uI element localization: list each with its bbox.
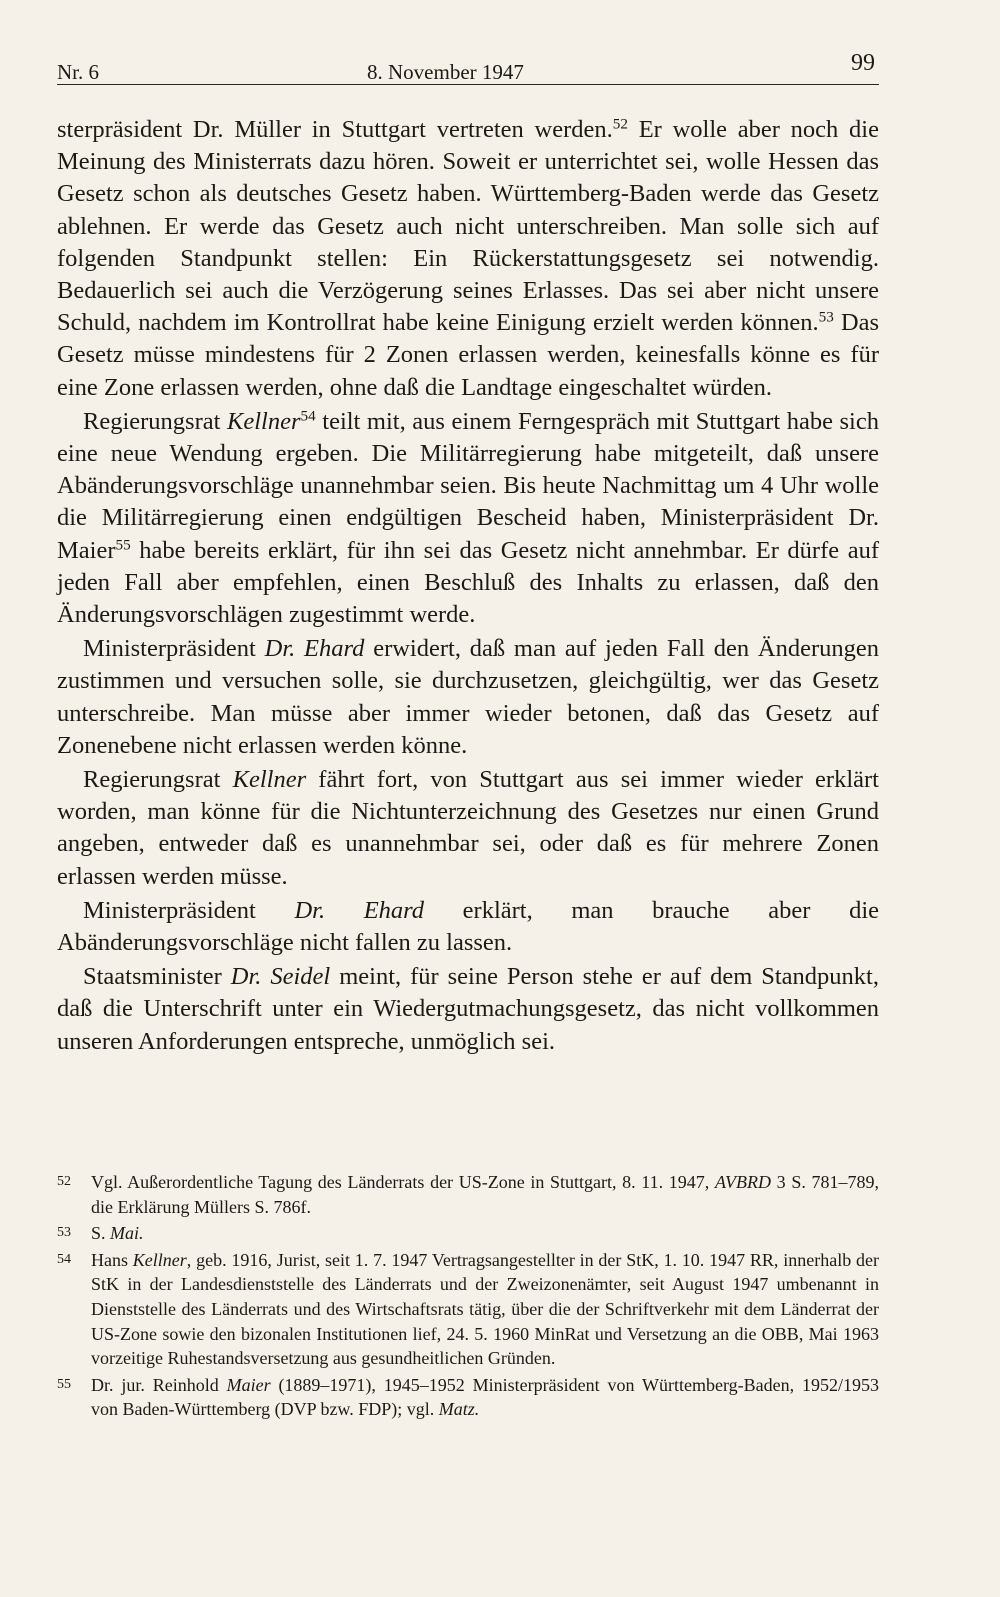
speaker-name: Dr. Ehard: [294, 896, 425, 924]
issue-number: Nr. 6: [57, 60, 99, 84]
text-run: Ministerpräsident: [83, 896, 295, 924]
footnote-ref: 53: [818, 308, 834, 326]
text-run: S.: [91, 1223, 111, 1244]
running-head: [57, 48, 879, 82]
text-run: Staatsminister: [83, 963, 231, 991]
text-run: Er wolle aber noch die Meinung des Ministerrats dazu hören. Soweit er unterrichtet sei, wolle Hessen das Gesetz schon als deutsches Gesetz haben. Württemberg-Baden werde das Gesetz ablehnen. Er werde das Gesetz auch nicht unterschreiben. Man solle sich auf folgenden Standpunkt stellen: Ein Rückerstattungsgesetz sei notwendig. Bedauerlich sei auch die Verzögerung seines Erlasses. Das sei aber nicht unsere Schuld, nachdem im Kontrollrat habe keine Einigung erzielt werden können.: [57, 116, 879, 337]
text-run: teilt mit, aus einem Ferngespräch mit Stuttgart habe sich eine neue Wendung ergeben. Die Militärregierung habe mitgeteilt, daß unsere Abänderungsvorschläge unannehmbar seien. Bis heute Nachmittag um 4 Uhr wolle die Militärregierung einen endgültigen Bescheid haben, Ministerpräsident Dr. Maier: [57, 407, 879, 564]
footnotes: [57, 1170, 879, 1424]
text-run: habe bereits erklärt, für ihn sei das Gesetz nicht annehmbar. Er dürfe auf jeden Fall aber empfehlen, einen Beschluß des Inhalts zu erlassen, daß den Änderungsvorschlägen zugestimmt werde.: [57, 536, 879, 629]
footnote-ref: 52: [612, 115, 628, 133]
text-run: Das Gesetz müsse mindestens für 2 Zonen erlassen werden, keinesfalls könne es für eine Zone erlassen werden, ohne daß die Landtage eingeschaltet würden.: [57, 309, 879, 401]
header-rule: [57, 84, 879, 85]
text-run: 3 S. 781–789, die Erklärung Müllers S. 786f.: [91, 1172, 879, 1217]
speaker-name: Kellner: [227, 407, 301, 435]
text-run: erklärt, man brauche aber die Abänderungsvorschläge nicht fallen zu lassen.: [57, 896, 880, 957]
paragraph-kellner-2: [57, 764, 879, 893]
paragraph-continuation: [57, 114, 879, 404]
citation: Mai.: [110, 1223, 144, 1244]
footnote-54: [57, 1248, 879, 1371]
text-run: fährt fort, von Stuttgart aus sei immer wieder erklärt worden, man könne für die Nichtunterzeichnung des Gesetzes nur einen Grund angeben, entweder daß es unannehmbar sei, oder daß es für mehrere Zonen erlassen werden müsse.: [57, 766, 879, 890]
paragraph-kellner-1: [57, 406, 879, 631]
speaker-name: Kellner: [232, 766, 307, 794]
citation: AVBRD: [714, 1172, 772, 1192]
text-run: Regierungsrat: [83, 407, 227, 435]
person-name: Kellner: [132, 1249, 187, 1270]
text-run: Regierungsrat: [83, 766, 233, 794]
text-run: Dr. jur. Reinhold: [91, 1374, 227, 1395]
text-run: meint, für seine Person stehe er auf dem Standpunkt, daß die Unterschrift unter ein Wiedergutmachungsgesetz, das nicht vollkommen unseren Anforderungen entspreche, unmöglich sei.: [57, 963, 879, 1055]
speaker-name: Dr. Seidel: [230, 963, 331, 991]
speaker-name: Dr. Ehard: [264, 635, 365, 663]
citation: Matz.: [438, 1399, 480, 1420]
paragraph-ehard-1: [57, 633, 879, 762]
footnote-55: [57, 1373, 879, 1422]
footnote-number: 53: [57, 1225, 71, 1241]
footnote-number: 52: [57, 1174, 71, 1189]
footnote-52: [57, 1170, 879, 1219]
text-run: Hans: [91, 1249, 133, 1270]
text-run: Vgl. Außerordentliche Tagung des Länderrats der US-Zone in Stuttgart, 8. 11. 1947,: [91, 1172, 715, 1192]
footnote-ref: 54: [300, 407, 316, 425]
text-run: sterpräsident Dr. Müller in Stuttgart vertreten werden.: [57, 116, 613, 143]
footnote-53: [57, 1221, 879, 1246]
paragraph-ehard-2: [57, 895, 879, 959]
text-run: erwidert, daß man auf jeden Fall den Änderungen zustimmen und versuchen solle, sie durchzusetzen, gleichgültig, wer das Gesetz unterschreibe. Man müsse aber immer wieder betonen, daß das Gesetz auf Zonenebene nicht erlassen werden könne.: [57, 635, 879, 759]
page-number: 99: [851, 50, 875, 76]
footnote-number: 55: [57, 1376, 71, 1392]
paragraph-seidel: [57, 961, 879, 1058]
text-run: Ministerpräsident: [83, 635, 265, 663]
text-run: (1889–1971), 1945–1952 Ministerpräsident von Württemberg-Baden, 1952/1953 von Baden-Württemberg (DVP bzw. FDP); vgl.: [91, 1374, 879, 1420]
person-name: Maier: [226, 1374, 271, 1395]
text-run: , geb. 1916, Jurist, seit 1. 7. 1947 Vertragsangestellter in der StK, 1. 10. 1947 RR, innerhalb der StK in der Landesdienststelle des Länderrats und der Zweizonenämter, seit August 1947 umbenannt in Dienststelle des Länderrats und des Wirtschaftsrats tätig, über die der Schriftverkehr mit dem Länderrat der US-Zone sowie den bizonalen Institutionen lief, 24. 5. 1960 MinRat und Versetzung an die OBB, Mai 1963 vorzeitige Ruhestandsversetzung aus gesundheitlichen Gründen.: [91, 1249, 879, 1369]
footnote-number: 54: [57, 1251, 71, 1267]
main-text: [57, 114, 879, 1060]
footnote-ref: 55: [115, 536, 131, 554]
session-date: 8. November 1947: [367, 60, 524, 84]
